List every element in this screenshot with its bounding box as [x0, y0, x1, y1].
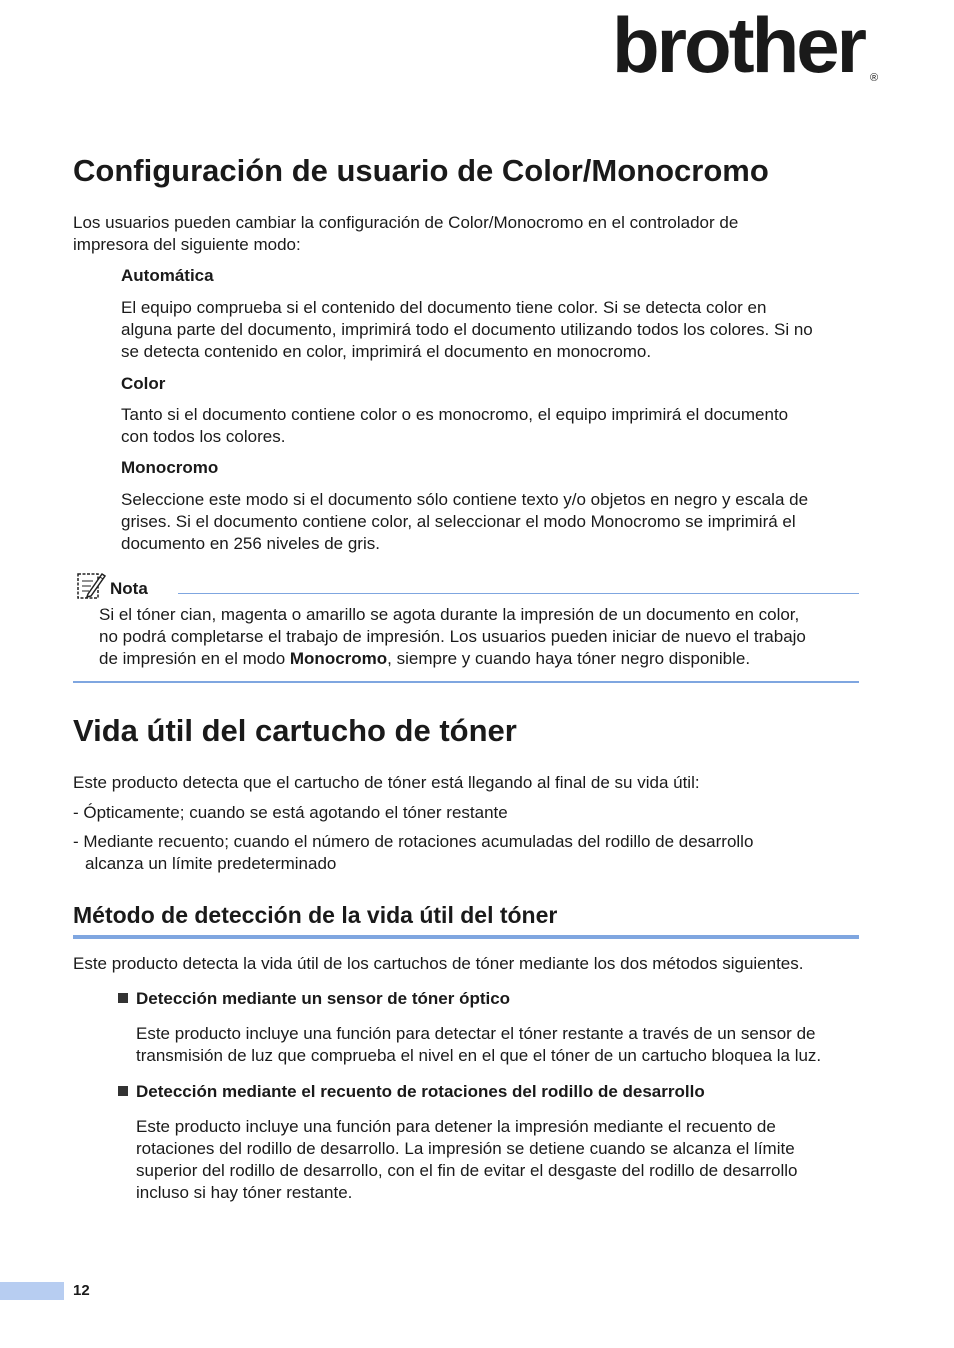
- bullet-rotation-title: Detección mediante el recuento de rotaciones del rodillo de desarrollo: [136, 1082, 705, 1101]
- mode-automatic-line1: El equipo comprueba si el contenido del documento tiene color. Si se detecta color en: [121, 298, 767, 317]
- mode-automatic-line3: se detecta contenido en color, imprimirá el documento en monocromo.: [121, 342, 652, 361]
- subsection-rule: [73, 935, 859, 939]
- mode-monochrome-line3: documento en 256 niveles de gris.: [121, 534, 380, 553]
- section1-intro-line1: Los usuarios pueden cambiar la configuración de Color/Monocromo en el controlador de: [73, 213, 739, 232]
- mode-monochrome-line2: grises. Si el documento contiene color, al seleccionar el modo Monocromo se imprimirá el: [121, 512, 796, 531]
- bullet-square-icon: [118, 1086, 128, 1096]
- page-tab-marker: [0, 1282, 64, 1300]
- brother-logo: [612, 1, 882, 90]
- section-title-color-monochrome: Configuración de usuario de Color/Monocromo: [73, 153, 769, 188]
- section2-item-count-line1: - Mediante recuento; cuando el número de rotaciones acumuladas del rodillo de desarrollo: [73, 832, 754, 851]
- section-title-toner-life: Vida útil del cartucho de tóner: [73, 713, 517, 748]
- subsection-title-detection-method: Método de detección de la vida útil del tóner: [73, 902, 558, 928]
- section2-item-count-line2: alcanza un límite predeterminado: [85, 854, 337, 873]
- bullet-optical-line1: Este producto incluye una función para detectar el tóner restante a través de un sensor de: [136, 1024, 816, 1043]
- note-line3-bold: Monocromo: [289, 649, 388, 668]
- note-line2: no podrá completarse el trabajo de impresión. Los usuarios pueden iniciar de nuevo el trabajo: [99, 627, 806, 646]
- mode-monochrome-line1: Seleccione este modo si el documento sólo contiene texto y/o objetos en negro y escala de: [121, 490, 809, 509]
- bullet-square-icon: [118, 993, 128, 1003]
- logo-wordmark: brother: [612, 1, 864, 89]
- bullet-rotation-line1: Este producto incluye una función para detener la impresión mediante el recuento de: [136, 1117, 776, 1136]
- mode-color-line1: Tanto si el documento contiene color o es monocromo, el equipo imprimirá el documento: [121, 405, 789, 424]
- bullet-rotation-line4: incluso si hay tóner restante.: [136, 1183, 353, 1202]
- mode-color-line2: con todos los colores.: [121, 427, 286, 446]
- section2-intro: Este producto detecta que el cartucho de tóner está llegando al final de su vida útil:: [73, 773, 700, 792]
- mode-automatic-line2: alguna parte del documento, imprimirá todo el documento utilizando todos los colores. Si no: [121, 320, 813, 339]
- bullet-rotation-line2: rotaciones del rodillo de desarrollo. La impresión se detiene cuando se alcanza el límite: [136, 1139, 795, 1158]
- section1-intro-line2: impresora del siguiente modo:: [73, 235, 301, 254]
- note-top-rule: [178, 593, 859, 594]
- note-line3-post: , siempre y cuando haya tóner negro disponible.: [387, 649, 751, 668]
- mode-label-color: Color: [121, 374, 166, 393]
- bullet-optical-title: Detección mediante un sensor de tóner óptico: [136, 989, 511, 1008]
- note-pencil-icon: [76, 570, 106, 600]
- page-number: 12: [73, 1282, 90, 1299]
- note-label: Nota: [110, 579, 148, 598]
- mode-label-automatic: Automática: [121, 266, 214, 285]
- note-line3-pre: de impresión en el modo: [99, 649, 290, 668]
- note-line3: [99, 648, 750, 670]
- note-line1: Si el tóner cian, magenta o amarillo se agota durante la impresión de un documento en color,: [99, 605, 800, 624]
- registered-mark: ®: [870, 72, 879, 84]
- section3-intro: Este producto detecta la vida útil de los cartuchos de tóner mediante los dos métodos siguientes.: [73, 954, 804, 973]
- section2-item-optical: - Ópticamente; cuando se está agotando el tóner restante: [73, 803, 508, 822]
- mode-label-monochrome: Monocromo: [121, 458, 219, 477]
- note-bottom-rule: [73, 681, 859, 683]
- bullet-rotation-line3: superior del rodillo de desarrollo, con el fin de evitar el desgaste del rodillo de desarrollo: [136, 1161, 798, 1180]
- bullet-optical-line2: transmisión de luz que comprueba el nivel en el que el tóner de un cartucho bloquea la luz.: [136, 1046, 822, 1065]
